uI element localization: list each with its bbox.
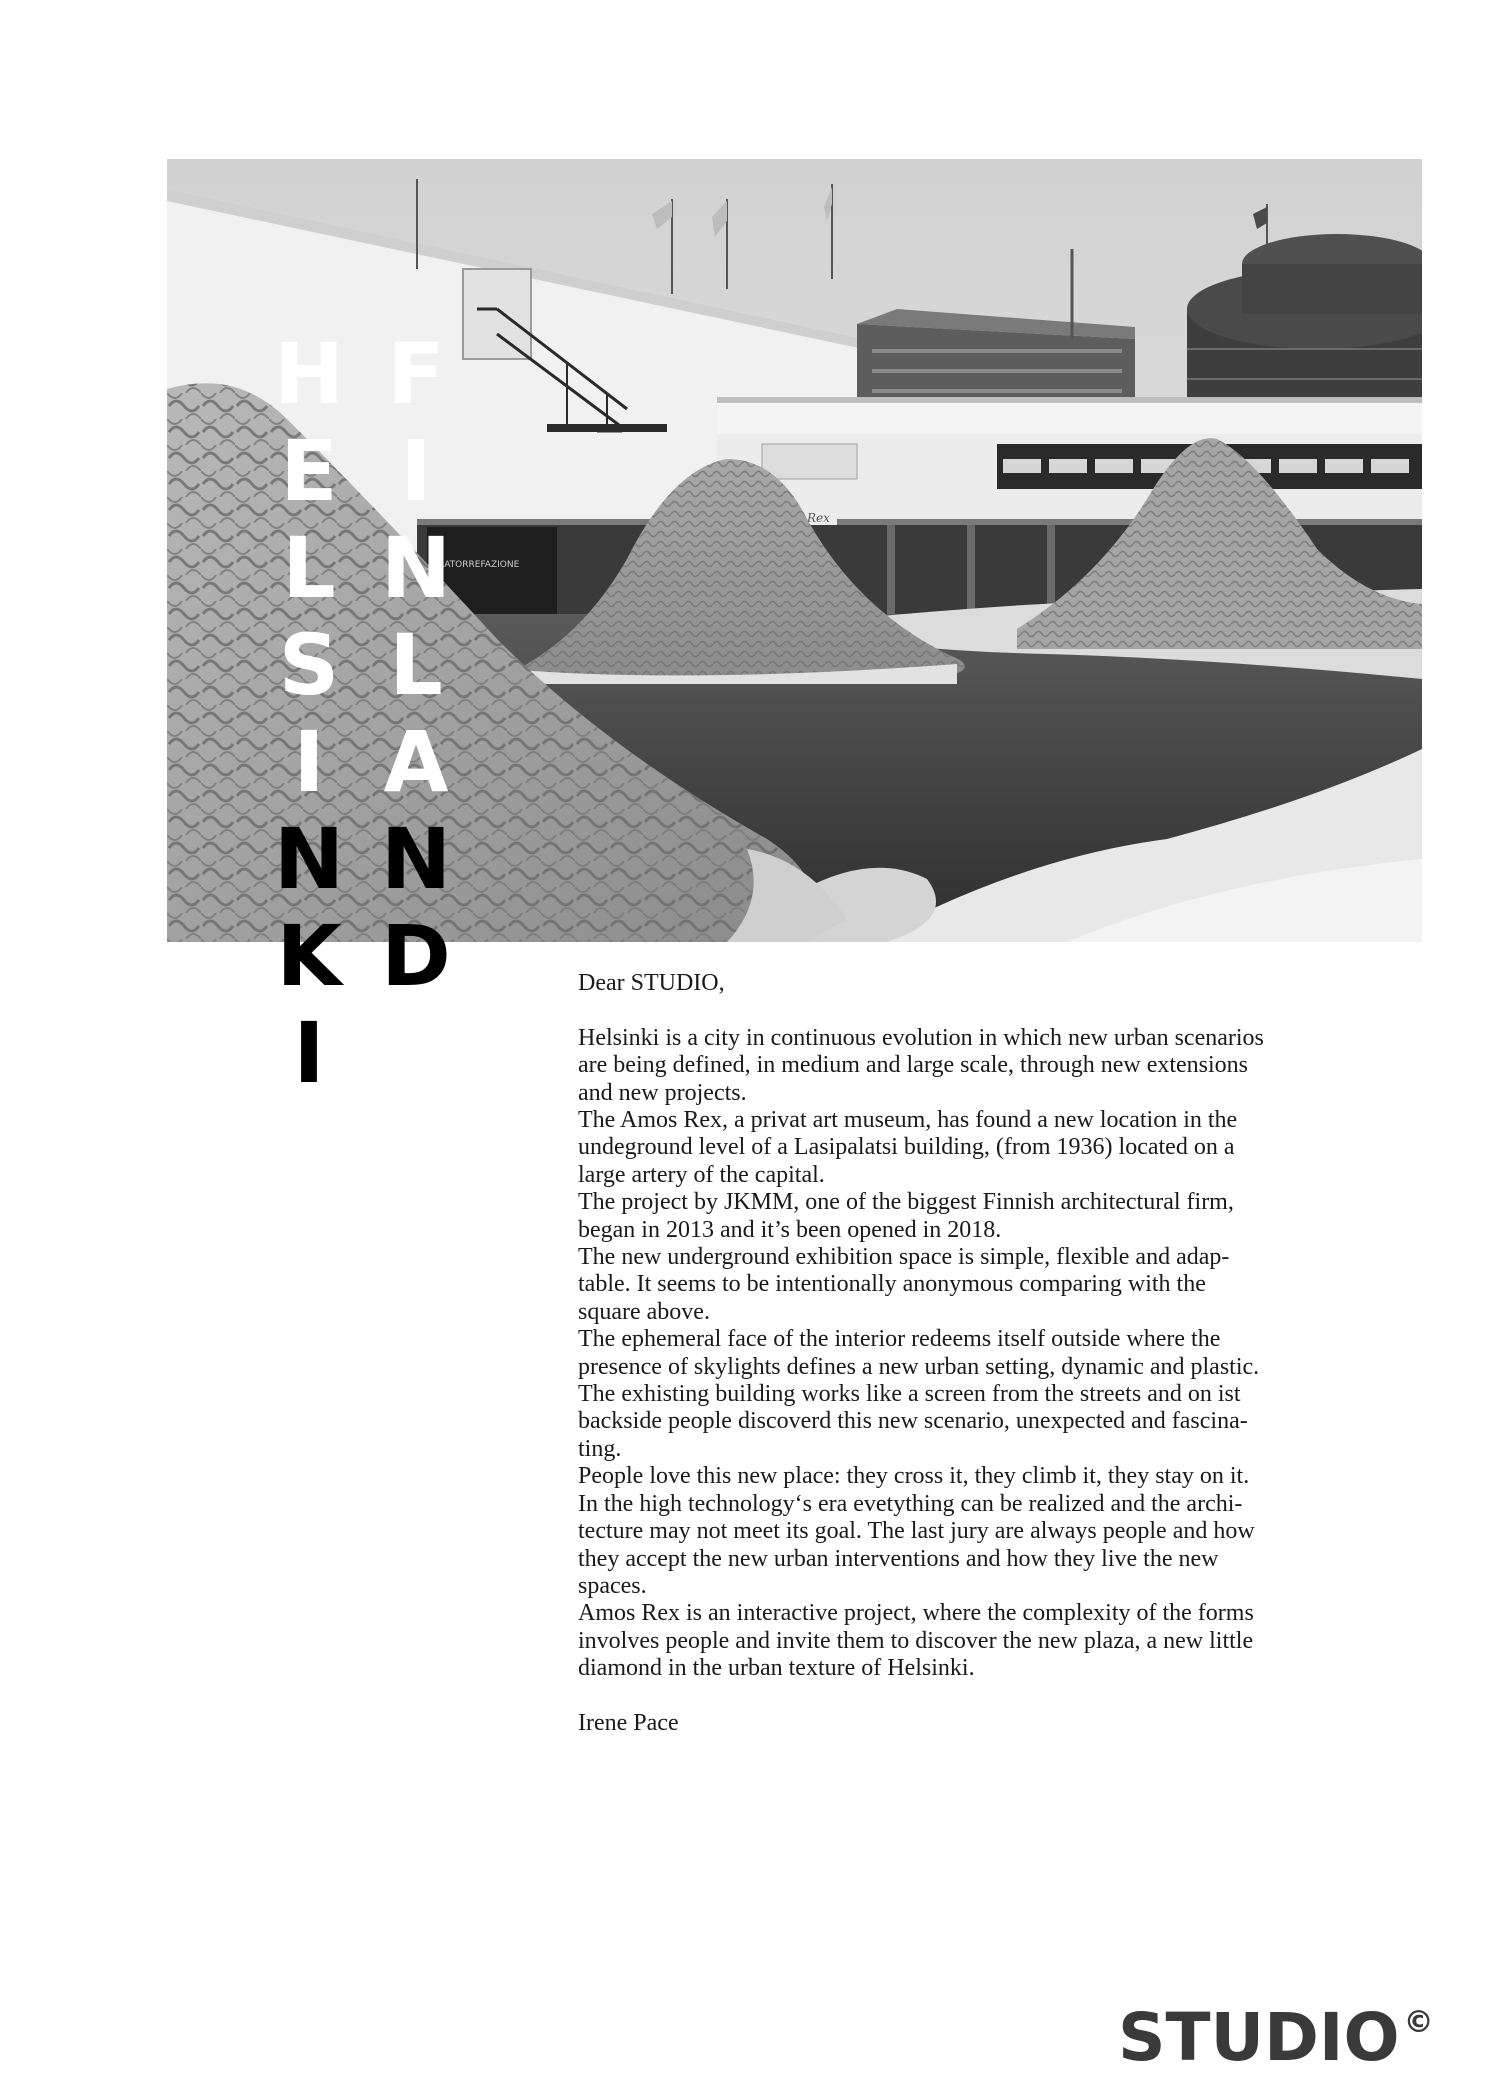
signature: Irene Pace (578, 1709, 679, 1736)
logo-text: STUDIO (1118, 1999, 1400, 2076)
finland-letter: L (389, 616, 443, 714)
body-line: The exhisting building works like a screen from the streets and on ist (578, 1381, 1241, 1408)
body-line: The new underground exhibition space is simple, flexible and adap- (578, 1244, 1230, 1271)
body-line: undeground level of a Lasipalatsi building, (from 1936) located on a (578, 1134, 1235, 1161)
body-line: tecture may not meet its goal. The last jury are always people and how (578, 1518, 1255, 1545)
studio-logo (1118, 1983, 1434, 2076)
body-line: and new projects. (578, 1079, 747, 1106)
body-line: table. It seems to be intentionally anonymous comparing with the (578, 1271, 1206, 1298)
body-line: People love this new place: they cross it, they climb it, they stay on it. (578, 1463, 1250, 1490)
finland-letter: I (400, 422, 432, 520)
body-line: diamond in the urban texture of Helsinki. (578, 1655, 975, 1682)
body-line: began in 2013 and it’s been opened in 2018. (578, 1216, 1002, 1243)
finland-letter: D (381, 907, 451, 1005)
body-line: spaces. (578, 1572, 647, 1599)
helsinki-letter: I (293, 1004, 325, 1102)
paragraph-gap (578, 997, 1408, 1024)
body-line: are being defined, in medium and large scale, through new extensions (578, 1052, 1249, 1079)
body-line: In the high technology‘s era evetything can be realized and the archi- (578, 1490, 1243, 1517)
finland-letter: N (380, 810, 452, 908)
body-line: ting. (578, 1435, 622, 1462)
body-line: they accept the new urban interventions and how they live the new (578, 1545, 1219, 1572)
salutation: Dear STUDIO, (578, 970, 725, 996)
helsinki-letter: H (273, 325, 345, 423)
storefront-sign: LATORREFAZIONE (439, 560, 520, 570)
helsinki-letter: N (273, 810, 345, 908)
body-line: The project by JKMM, one of the biggest Finnish architectural firm, (578, 1189, 1234, 1216)
finland-letter: A (383, 713, 449, 811)
helsinki-letter: L (282, 519, 336, 617)
body-line: The ephemeral face of the interior redeems itself outside where the (578, 1326, 1221, 1353)
body-line: large artery of the capital. (578, 1161, 825, 1188)
letter-body (578, 1025, 1408, 1683)
rex-sign: Rex (807, 511, 830, 525)
body-line: backside people discoverd this new scenario, unexpected and fascina- (578, 1408, 1248, 1435)
copyright-mark: © (1403, 2005, 1434, 2040)
finland-letter: F (387, 325, 445, 423)
finland-letter: N (380, 519, 452, 617)
helsinki-letter: K (276, 907, 342, 1005)
body-line: presence of skylights defines a new urban setting, dynamic and plastic. (578, 1353, 1260, 1380)
helsinki-letter: S (278, 616, 340, 714)
paragraph-gap (578, 1683, 1408, 1710)
vertical-title-helsinki (273, 326, 345, 1102)
body-line: square above. (578, 1298, 710, 1325)
helsinki-letter: I (293, 713, 325, 811)
helsinki-letter: E (280, 422, 338, 520)
body-line: Amos Rex is an interactive project, where the complexity of the forms (578, 1600, 1254, 1627)
body-line: involves people and invite them to discover the new plaza, a new little (578, 1627, 1254, 1654)
body-line: The Amos Rex, a privat art museum, has found a new location in the (578, 1107, 1238, 1134)
amos-rex-photo (167, 159, 1422, 942)
letter (578, 970, 1408, 1737)
body-line: Helsinki is a city in continuous evolution in which new urban scenarios (578, 1024, 1264, 1051)
vertical-title-finland (380, 326, 452, 1005)
